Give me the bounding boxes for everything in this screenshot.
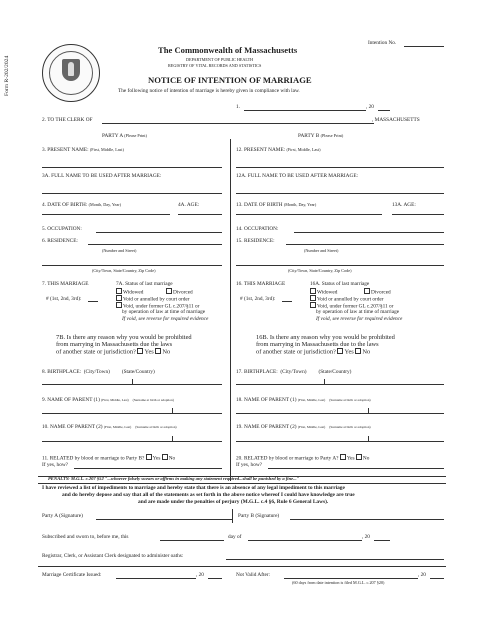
a-street-field[interactable] [88, 244, 222, 245]
affirmation-line-1: I have reviewed a list of impediments to marriage and hereby state that there is an absence of any legal impediment to this marriage [42, 485, 345, 491]
b-city-field[interactable] [236, 265, 444, 266]
b-16b-no-checkbox[interactable] [355, 348, 361, 354]
cert-issued-field[interactable] [116, 578, 196, 579]
sworn-label: Subscribed and sworn to, before me, this [42, 534, 129, 540]
b-this-marriage-label: 16. THIS MARRIAGE [236, 281, 286, 287]
b-occupation-field[interactable] [294, 232, 444, 233]
a-divorced-checkbox[interactable] [166, 288, 172, 294]
a-age-field[interactable] [178, 214, 222, 215]
header-title: The Commonwealth of Massachusetts [158, 45, 298, 55]
notice-subtitle: The following notice of intention of marriage is hereby given in compliance with law. [118, 88, 300, 94]
party-a-signature-field[interactable] [96, 519, 232, 520]
b-16b-yes-checkbox[interactable] [337, 348, 343, 354]
b-related-how-field[interactable] [268, 468, 444, 469]
sixty-days-note: (60 days from date intention is filed M.G.L. c.207 §20) [292, 580, 385, 585]
b-parent1-field[interactable] [236, 413, 444, 414]
a-7b-yes-checkbox[interactable] [137, 348, 143, 354]
massachusetts-seal-icon [42, 44, 100, 102]
a-present-name-label: 3. PRESENT NAME: (First, Middle, Last) [42, 147, 124, 153]
intention-no-field[interactable] [404, 46, 444, 47]
registrar-field[interactable] [226, 559, 444, 560]
a-parent2-field[interactable] [42, 441, 222, 442]
not-valid-year-field[interactable] [430, 578, 444, 579]
header-dept: DEPARTMENT OF PUBLIC HEALTH [186, 57, 254, 62]
registrar-label: Registrar, Clerk, or Assistant Clerk designated to administer oaths: [42, 553, 184, 559]
affirmation-line-3: and are made under the penalties of perjury (M.G.L. c.4 §6, Rule 6 General Laws). [138, 499, 329, 505]
party-b-signature-label: Party B (Signature) [238, 513, 280, 519]
b-related-yes-checkbox[interactable] [340, 454, 346, 460]
b-widowed-checkbox[interactable] [310, 288, 316, 294]
b-dob-field[interactable] [236, 214, 382, 215]
b-occupation-label: 14. OCCUPATION: [236, 226, 279, 232]
to-clerk-label: 2. TO THE CLERK OF [42, 117, 93, 123]
b-parent1-label: 18. NAME OF PARENT (1) (First, Middle, Last) (Surname at birth or adoption) [236, 397, 371, 403]
b-parent2-field[interactable] [236, 441, 444, 442]
a-related-how-field[interactable] [74, 468, 222, 469]
penalty-text: PENALTY: M.G.L. c.207 §52 "...whoever falsely swears or affirms in making any statement required...shall be punished by a fine..." [48, 476, 300, 481]
a-dob-label: 4. DATE OF BIRTH: (Month, Day, Year) [42, 202, 122, 208]
a-widowed-checkbox[interactable] [116, 288, 122, 294]
sworn-day-field[interactable] [160, 540, 224, 541]
b-age-label: 13A. AGE: [392, 202, 416, 208]
party-b-heading: PARTY B (Please Print) [298, 133, 344, 139]
b-birthplace-label: 17. BIRTHPLACE: (City/Town) (State/Country) [236, 369, 352, 375]
b-age-field[interactable] [392, 214, 444, 215]
form-number: Form R-202/2024 [4, 55, 10, 96]
a-ordinal-field[interactable] [88, 301, 98, 302]
b-void-checkbox[interactable] [310, 295, 316, 301]
intention-no-label: Intention No. [368, 40, 397, 46]
a-parent1-label: 9. NAME OF PARENT (1) (First, Middle, Last) (Surname at birth or adoption) [42, 397, 174, 403]
a-full-name-label: 3A. FULL NAME TO BE USED AFTER MARRIAGE: [42, 173, 162, 179]
header-registry: REGISTRY OF VITAL RECORDS AND STATISTICS [168, 63, 262, 68]
b-void2-checkbox[interactable] [310, 302, 316, 308]
party-b-signature-field[interactable] [290, 519, 444, 520]
b-parent2-label: 19. NAME OF PARENT (2) (First, Middle, Last) (Surname at birth or adoption) [236, 424, 371, 430]
a-birthplace-field[interactable] [42, 384, 222, 385]
a-occupation-label: 5. OCCUPATION: [42, 226, 82, 232]
a-present-name-field[interactable] [42, 167, 222, 168]
center-divider [230, 139, 231, 481]
year-field[interactable] [378, 110, 390, 111]
a-parent2-label: 10. NAME OF PARENT (2) (First, Middle, Last) (Surname at birth or adoption) [42, 424, 177, 430]
b-full-name-label: 12A. FULL NAME TO BE USED AFTER MARRIAGE: [236, 173, 359, 179]
b-residence-label: 15. RESIDENCE: [236, 238, 275, 244]
a-this-marriage-label: 7. THIS MARRIAGE [42, 281, 89, 287]
a-related-yes-checkbox[interactable] [146, 454, 152, 460]
a-residence-label: 6. RESIDENCE: [42, 238, 78, 244]
not-valid-field[interactable] [284, 578, 418, 579]
clerk-town-field[interactable] [102, 123, 374, 124]
b-present-name-label: 12. PRESENT NAME: (First, Middle, Last) [236, 147, 321, 153]
b-divorced-checkbox[interactable] [364, 288, 370, 294]
a-age-label: 4A. AGE: [178, 202, 200, 208]
not-valid-label: Not Valid After: [236, 572, 271, 578]
cert-issued-label: Marriage Certificate Issued: [42, 572, 102, 578]
b-ordinal-field[interactable] [282, 301, 292, 302]
date-field[interactable] [244, 110, 366, 111]
a-full-name-field[interactable] [42, 193, 222, 194]
cert-issued-year-field[interactable] [208, 578, 222, 579]
sworn-year-field[interactable] [374, 540, 390, 541]
party-a-heading: PARTY A (Please Print) [102, 133, 147, 139]
party-a-signature-label: Party A (Signature) [42, 513, 83, 519]
b-related-no-checkbox[interactable] [356, 454, 362, 460]
a-parent1-field[interactable] [42, 413, 222, 414]
a-city-field[interactable] [42, 265, 222, 266]
a-7b-no-checkbox[interactable] [155, 348, 161, 354]
affirmation-line-2: and do hereby depose and say that all of the statements as set forth in the above notice whereof I could have knowledge are true [62, 492, 355, 498]
a-dob-field[interactable] [42, 214, 170, 215]
b-dob-label: 13. DATE OF BIRTH (Month, Day, Year) [236, 202, 317, 208]
a-void-checkbox[interactable] [116, 295, 122, 301]
item-1-label: 1. [236, 104, 240, 110]
notice-title: NOTICE OF INTENTION OF MARRIAGE [148, 75, 312, 85]
b-full-name-field[interactable] [236, 193, 444, 194]
a-birthplace-label: 8. BIRTHPLACE: (City/Town) (State/Country) [42, 369, 155, 375]
b-birthplace-field[interactable] [236, 384, 444, 385]
b-present-name-field[interactable] [236, 167, 444, 168]
a-void2-checkbox[interactable] [116, 302, 122, 308]
a-related-no-checkbox[interactable] [162, 454, 168, 460]
sworn-month-field[interactable] [248, 540, 362, 541]
a-occupation-field[interactable] [96, 232, 222, 233]
b-street-field[interactable] [286, 244, 444, 245]
